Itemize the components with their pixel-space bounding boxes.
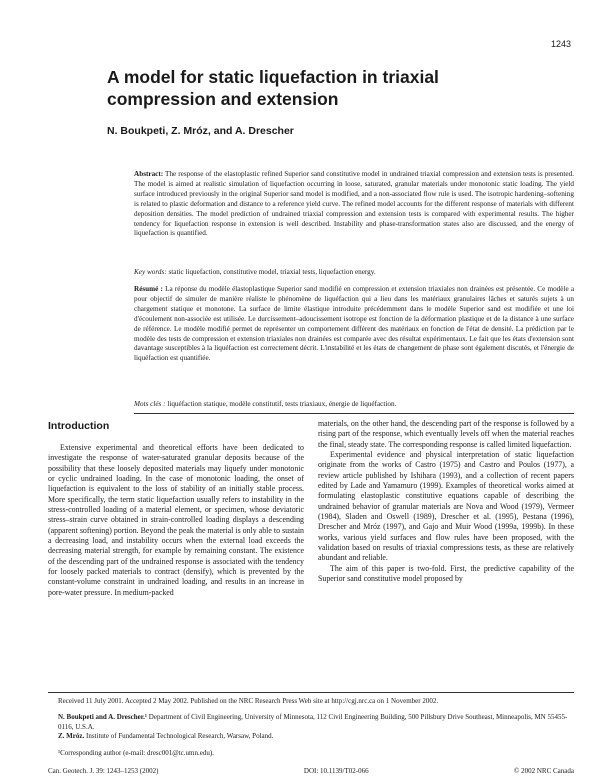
- journal-citation: Can. Geotech. J. 39: 1243–1253 (2002): [48, 767, 159, 775]
- mots-cles-text: liquéfaction statique, modèle constitutif, tests triaxiaux, énergie de liquéfaction.: [165, 400, 397, 408]
- affiliation-1-text: Department of Civil Engineering, University of Minnesota, 112 Civil Engineering Building, 500 Pillsbury Drive Southeast, Minneapolis, MN 55455-0116, U.S.A.: [58, 713, 568, 731]
- received-note: Received 11 July 2001. Accepted 2 May 2002. Published on the NRC Research Press Web site at http://cgj.nrc.ca on 1 November 2002.: [58, 697, 439, 705]
- copyright: © 2002 NRC Canada: [514, 767, 574, 775]
- author-list: N. Boukpeti, Z. Mróz, and A. Drescher: [107, 125, 294, 137]
- corresponding-author: ¹Corresponding author (e-mail: dresc001@tc.umn.edu).: [58, 749, 214, 757]
- paragraph: Extensive experimental and theoretical efforts have been dedicated to investigate the response of water-saturated granular deposits because of the possibility that these loosely deposited materials may liquefy under monotonic or cyclic undrained loading. In the case of monotonic loading, the onset of liquefaction is equivalent to the loss of stability of an initially stable process. More specifically, the term static liquefaction usually refers to instability in the stress-controlled loading of a material element, or specimen, whose deviatoric stress–strain curve obtained in strain-controlled loading displays a descending (apparent softening) portion. Beyond the peak the material is only able to sustain a decreasing load, and instability occurs when the external load exceeds the decreasing material strength, for example by remaining constant. The existence of the descending part of the undrained response is associated with the tendency for loosely packed materials to contract (densify), which is prevented by the constant-volume constraint in undrained loading, and results in an increase in pore-water pressure. In medium-packed: [48, 443, 304, 597]
- abstract-text: The response of the elastoplastic refined Superior sand constitutive model in undrained triaxial compression and extension tests is presented. The model is aimed at realistic simulation of liquefaction occurring in loose, saturated, granular materials under monotonic static loading. The yield surface introduced previously in the original Superior sand model is modified, and a non-associated flow rule is used. The isotropic hardening–softening is related to plastic deformation and distance to a reference yield curve. The refined model accounts for the different response of materials with different deposition densities. The model prediction of undrained triaxial compression and extension tests is compared with experimental results. The higher tendency for liquefaction response in extension is well described. Instability and phase-transformation states also are discussed, and the energy of liquefaction is quantified.: [134, 170, 574, 238]
- left-column: [48, 443, 304, 598]
- abstract-divider: [134, 413, 574, 414]
- keywords-text: static liquefaction, constitutive model, triaxial tests, liquefaction energy.: [166, 268, 376, 276]
- paragraph: The aim of this paper is two-fold. First, the predictive capability of the Superior sand constitutive model proposed by: [318, 563, 574, 584]
- abstract: [134, 170, 574, 239]
- keywords-label: Key words:: [134, 268, 167, 276]
- page-number: 1243: [550, 39, 571, 49]
- affiliation-2-names: Z. Mróz.: [58, 732, 85, 740]
- affiliation-2: [58, 732, 568, 742]
- footer-divider: [48, 692, 574, 693]
- resume-label: Résumé :: [134, 285, 163, 293]
- paragraph: Experimental evidence and physical interpretation of static liquefaction originate from the works of Castro (1975) and Castro and Poulos (1977), a review article published by Ishihara (1993), and a collection of recent papers edited by Lade and Yamamuro (1999). Examples of theoretical works aimed at formulating elastoplastic constitutive equations capable of describing the undrained behavior of granular materials are Nova and Wood (1979), Vermeer (1984), Sladen and Oswell (1989), Drescher et al. (1995), Pestana (1996), Drescher and Mróz (1997), and Gajo and Muir Wood (1999a, 1999b). In these works, various yield surfaces and flow rules have been proposed, with the validation based on results of triaxial compressions tests, as these are relatively abundant and reliable.: [318, 450, 574, 563]
- affiliations: [58, 713, 568, 742]
- affiliation-1: [58, 713, 568, 732]
- right-column: [318, 419, 574, 585]
- keywords: [134, 268, 574, 278]
- affiliation-1-names: N. Boukpeti and A. Drescher.¹: [58, 713, 148, 721]
- paragraph: materials, on the other hand, the descending part of the response is followed by a rising part of the response, which eventually levels off when the material reaches the final, steady state. The corresponding response is called limited liquefaction.: [318, 419, 574, 449]
- doi: DOI: 10.1139/T02-066: [303, 767, 369, 775]
- resume: [134, 285, 574, 364]
- abstract-label: Abstract:: [134, 170, 164, 178]
- mots-cles: [134, 400, 574, 410]
- affiliation-2-text: Institute of Fundamental Technological Research, Warsaw, Poland.: [84, 732, 274, 740]
- paper-title: A model for static liquefaction in triaxial compression and extension: [107, 67, 439, 109]
- section-heading-introduction: Introduction: [48, 420, 110, 432]
- resume-text: La réponse du modèle élastoplastique Superior sand modifié en compression et extension triaxiales non drainées est présentée. Ce modèle a pour objectif de simuler de manière réaliste le phénomène de liquéfaction qui a lieu dans les matériaux granulaires lâches et saturés sujets à un chargement statique et monotone. La surface de limite élastique introduite précédemment dans le modèle Superior sand est modifiée et une loi d'écoulement non-associée est utilisée. Le durcissement–adoucissement isotrope est fonction de la déformation plastique et de la distance à une surface de référence. Le modèle modifié permet de représenter un comportement différent des matériaux en fonction de l'état de densité. La prédiction par le modèle des tests de compression et extension triaxiales non drainées est comparée avec des résultat expérimentaux. Le fait que les états d'extension sont davantage susceptibles à la liquéfaction est correctement décrit. L'instabilité et les états de changement de phase sont également discutés, et l'énergie de liquéfaction est quantifiée.: [134, 285, 575, 363]
- page-footer: [48, 767, 574, 775]
- mots-cles-label: Mots clés :: [134, 400, 166, 408]
